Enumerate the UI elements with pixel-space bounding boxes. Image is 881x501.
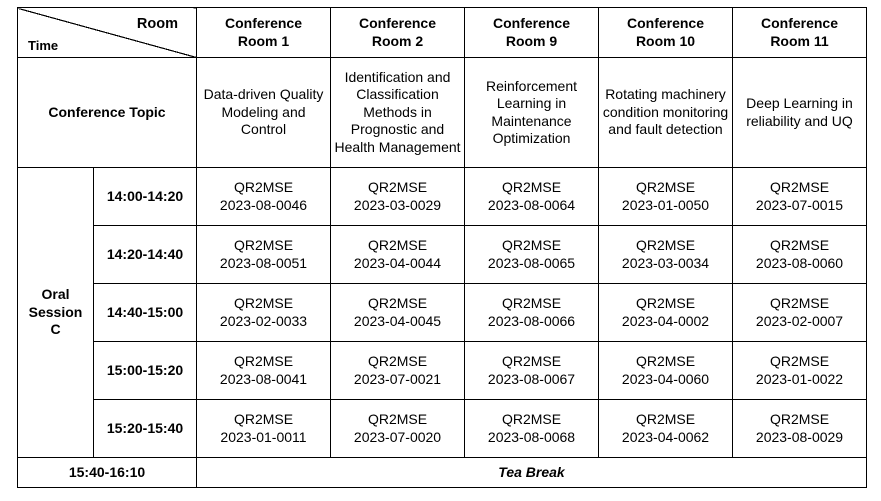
paper-id: 2023-04-0062 <box>621 428 710 445</box>
paper-prefix: QR2MSE <box>635 179 696 195</box>
room-header-line1: Conference <box>358 15 437 31</box>
paper-cell <box>197 284 331 342</box>
time-slot: 15:20-15:40 <box>94 400 197 458</box>
paper-id: 2023-04-0060 <box>621 370 710 387</box>
room-header-2 <box>331 8 465 58</box>
paper-id: 2023-04-0045 <box>353 312 442 329</box>
paper-id: 2023-08-0067 <box>487 370 576 387</box>
corner-time-label: Time <box>28 37 59 53</box>
time-slot: 15:00-15:20 <box>94 342 197 400</box>
paper-cell <box>733 168 867 226</box>
paper-cell <box>197 226 331 284</box>
room-header-line1: Conference <box>492 15 571 31</box>
paper-id: 2023-08-0064 <box>487 196 576 213</box>
paper-cell <box>733 226 867 284</box>
paper-id: 2023-01-0011 <box>220 428 307 445</box>
paper-prefix: QR2MSE <box>635 353 696 369</box>
paper-id: 2023-07-0020 <box>353 428 442 445</box>
paper-id: 2023-01-0022 <box>755 370 844 387</box>
paper-id: 2023-08-0051 <box>219 254 308 271</box>
table-row <box>18 226 867 284</box>
table-row <box>18 400 867 458</box>
session-label-line3: C <box>50 321 61 338</box>
paper-id: 2023-02-0007 <box>755 312 844 329</box>
corner-header-cell <box>18 8 197 58</box>
topic-room-11: Deep Learning in reliability and UQ <box>733 58 867 168</box>
table-row <box>18 168 867 226</box>
paper-prefix: QR2MSE <box>635 237 696 253</box>
paper-cell <box>733 284 867 342</box>
paper-id: 2023-03-0029 <box>353 196 442 213</box>
paper-cell <box>331 400 465 458</box>
paper-id: 2023-07-0015 <box>755 196 844 213</box>
room-header-9 <box>465 8 599 58</box>
paper-id: 2023-03-0034 <box>621 254 710 271</box>
paper-cell <box>331 342 465 400</box>
time-slot: 14:40-15:00 <box>94 284 197 342</box>
conference-topic-label: Conference Topic <box>18 58 197 168</box>
room-header-line2: Room 10 <box>635 32 696 49</box>
session-label-line2: Session <box>28 303 83 320</box>
paper-prefix: QR2MSE <box>501 353 562 369</box>
paper-id: 2023-08-0068 <box>487 428 576 445</box>
paper-prefix: QR2MSE <box>769 411 830 427</box>
break-time: 15:40-16:10 <box>18 458 197 488</box>
time-slot: 14:20-14:40 <box>94 226 197 284</box>
oral-session-label <box>18 168 94 458</box>
paper-id: 2023-08-0029 <box>755 428 844 445</box>
topic-room-1: Data-driven Quality Modeling and Control <box>197 58 331 168</box>
paper-prefix: QR2MSE <box>233 237 294 253</box>
corner-room-label: Room <box>136 16 178 32</box>
room-header-line1: Conference <box>626 15 705 31</box>
paper-cell <box>733 342 867 400</box>
table-row <box>18 342 867 400</box>
paper-prefix: QR2MSE <box>367 295 428 311</box>
room-header-10 <box>599 8 733 58</box>
paper-cell <box>599 226 733 284</box>
paper-id: 2023-04-0002 <box>621 312 710 329</box>
paper-cell <box>465 342 599 400</box>
paper-cell <box>197 400 331 458</box>
paper-prefix: QR2MSE <box>233 353 294 369</box>
paper-prefix: QR2MSE <box>233 179 294 195</box>
paper-prefix: QR2MSE <box>233 295 294 311</box>
paper-id: 2023-04-0044 <box>353 254 442 271</box>
paper-cell <box>733 400 867 458</box>
paper-cell <box>599 284 733 342</box>
paper-prefix: QR2MSE <box>367 353 428 369</box>
paper-id: 2023-08-0046 <box>219 196 308 213</box>
room-header-line1: Conference <box>224 15 303 31</box>
paper-prefix: QR2MSE <box>501 411 562 427</box>
room-header-11 <box>733 8 867 58</box>
paper-cell <box>197 342 331 400</box>
time-slot: 14:00-14:20 <box>94 168 197 226</box>
topic-room-9: Reinforcement Learning in Maintenance Optimization <box>465 58 599 168</box>
paper-cell <box>599 400 733 458</box>
paper-id: 2023-07-0021 <box>353 370 442 387</box>
room-header-line2: Room 9 <box>505 32 558 49</box>
paper-prefix: QR2MSE <box>635 411 696 427</box>
topic-room-10: Rotating machinery condition monitoring and fault detection <box>599 58 733 168</box>
room-header-line2: Room 11 <box>770 32 829 49</box>
paper-prefix: QR2MSE <box>367 179 428 195</box>
paper-cell <box>331 226 465 284</box>
paper-id: 2023-08-0066 <box>487 312 576 329</box>
paper-prefix: QR2MSE <box>769 353 830 369</box>
paper-cell <box>465 168 599 226</box>
paper-prefix: QR2MSE <box>769 295 830 311</box>
paper-prefix: QR2MSE <box>501 179 562 195</box>
paper-cell <box>465 226 599 284</box>
paper-prefix: QR2MSE <box>367 237 428 253</box>
paper-cell <box>465 400 599 458</box>
header-row <box>18 8 867 58</box>
session-label-line1: Oral <box>41 286 70 303</box>
paper-prefix: QR2MSE <box>769 179 830 195</box>
paper-prefix: QR2MSE <box>367 411 428 427</box>
paper-id: 2023-08-0060 <box>755 254 844 271</box>
paper-cell <box>599 168 733 226</box>
paper-prefix: QR2MSE <box>635 295 696 311</box>
paper-prefix: QR2MSE <box>501 295 562 311</box>
paper-id: 2023-08-0065 <box>487 254 576 271</box>
session-schedule-table <box>17 7 867 488</box>
paper-cell <box>599 342 733 400</box>
topic-row <box>18 58 867 168</box>
tea-break-label: Tea Break <box>197 458 867 488</box>
paper-id: 2023-01-0050 <box>621 196 710 213</box>
paper-id: 2023-08-0041 <box>219 370 308 387</box>
paper-cell <box>331 168 465 226</box>
paper-prefix: QR2MSE <box>769 237 830 253</box>
room-header-line1: Conference <box>760 15 839 31</box>
room-header-line2: Room 2 <box>371 32 424 49</box>
paper-id: 2023-02-0033 <box>219 312 308 329</box>
paper-cell <box>331 284 465 342</box>
topic-room-2: Identification and Classification Methods in Prognostic and Health Management <box>331 58 465 168</box>
paper-cell <box>197 168 331 226</box>
room-header-1 <box>197 8 331 58</box>
paper-prefix: QR2MSE <box>233 411 294 427</box>
paper-prefix: QR2MSE <box>501 237 562 253</box>
room-header-line2: Room 1 <box>237 32 290 49</box>
break-row <box>18 458 867 488</box>
paper-cell <box>465 284 599 342</box>
table-row <box>18 284 867 342</box>
